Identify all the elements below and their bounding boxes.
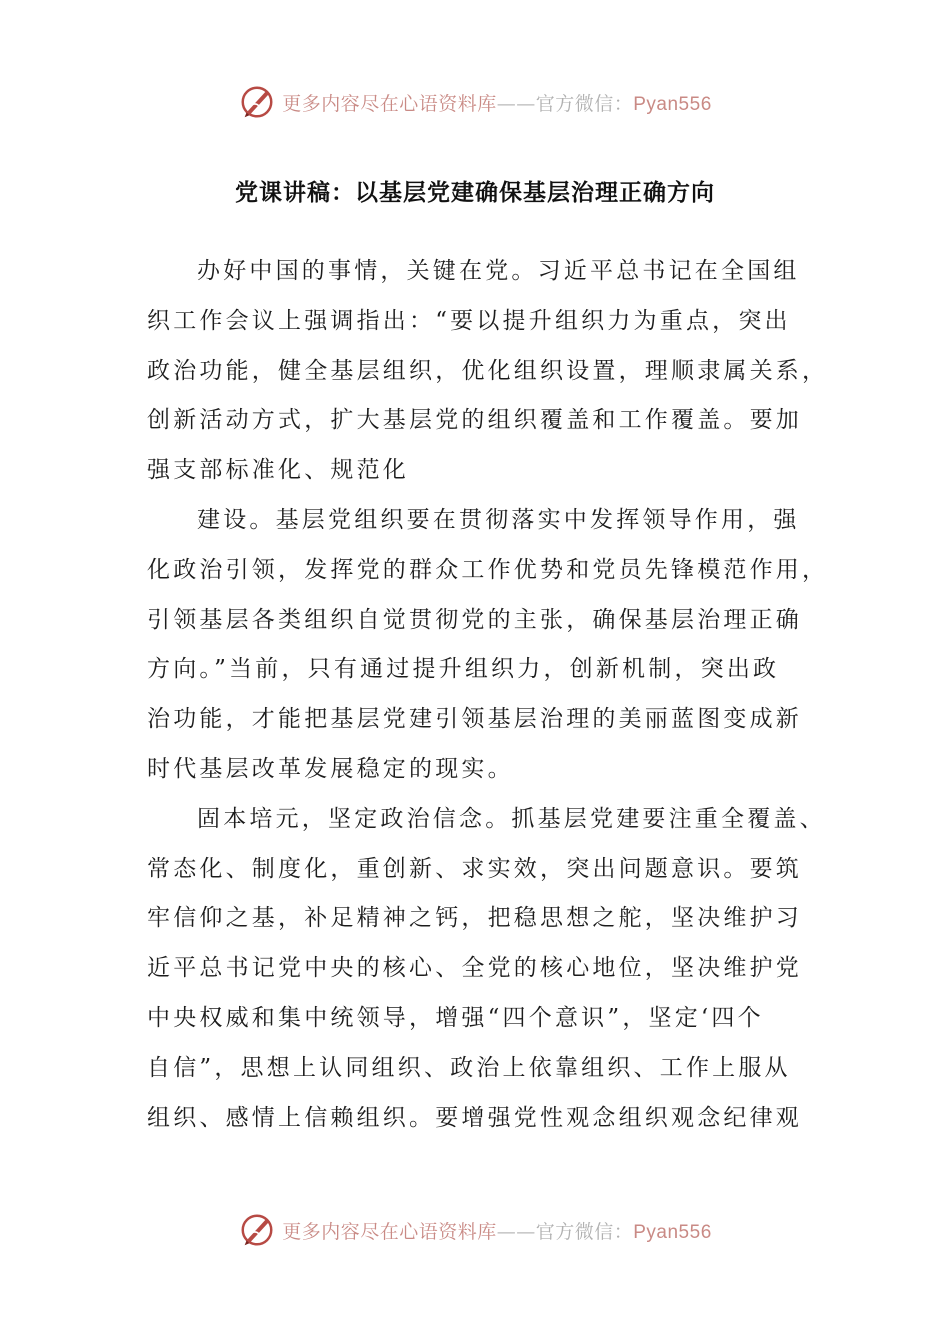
text-line: 建设。基层党组织要在贯彻落实中发挥领导作用，强 [197, 506, 800, 533]
watermark-main: 更多内容尽在心语资料库 [282, 1220, 497, 1243]
watermark-separator: — [496, 92, 517, 115]
pen-circle-logo-icon [238, 83, 276, 121]
watermark-wechat-label: 官方微信： [535, 92, 634, 115]
paragraph-2 [147, 496, 829, 795]
watermark-separator-2: — [516, 92, 536, 115]
text-line: 政治功能，健全基层组织，优化组织设置，理顺隶属关系， [147, 357, 829, 384]
text-line: 办好中国的事情，关键在党。习近平总书记在全国组 [197, 258, 800, 284]
text-line: 牢信仰之基，补足精神之钙，把稳思想之舵，坚决维护习 [147, 905, 802, 932]
watermark-wechat-id: Pyan556 [633, 93, 712, 115]
text-line: 方向。”当前，只有通过提升组织力，创新机制，突出政 [147, 656, 780, 683]
text-line: 时代基层改革发展稳定的现实。 [147, 755, 514, 782]
text-line: 近平总书记党中央的核心、全党的核心地位，坚决维护党 [147, 955, 802, 982]
watermark-separator: — [496, 1220, 517, 1243]
text-line: 治功能，才能把基层党建引领基层治理的美丽蓝图变成新 [147, 706, 802, 733]
watermark-separator-2: — [516, 1220, 536, 1243]
text-line: 创新活动方式，扩大基层党的组织覆盖和工作覆盖。要加 [147, 407, 802, 434]
watermark-wechat-label: 官方微信： [535, 1220, 634, 1243]
footer-watermark [0, 1210, 950, 1250]
text-line: 引领基层各类组织自觉贯彻党的主张，确保基层治理正确 [147, 606, 802, 633]
paragraph-1 [147, 247, 829, 496]
text-line: 自信”，思想上认同组织、政治上依靠组织、工作上服从 [147, 1054, 791, 1081]
header-watermark [0, 82, 950, 122]
watermark-text [282, 89, 712, 116]
paragraph-3 [147, 795, 826, 1144]
watermark-main: 更多内容尽在心语资料库 [282, 92, 497, 115]
watermark-wechat-id: Pyan556 [633, 1221, 712, 1243]
text-line: 常态化、制度化，重创新、求实效，突出问题意识。要筑 [147, 855, 802, 882]
text-line: 组织、感情上信赖组织。要增强党性观念组织观念纪律观 [147, 1104, 802, 1131]
pen-circle-logo-icon [238, 1211, 276, 1249]
document-title: 党课讲稿：以基层党建确保基层治理正确方向 [235, 180, 715, 206]
document-body [147, 247, 829, 1143]
text-line: 化政治引领，发挥党的群众工作优势和党员先锋模范作用， [147, 556, 829, 583]
watermark-text [282, 1217, 712, 1244]
text-line: 固本培元，坚定政治信念。抓基层党建要注重全覆盖、 [197, 805, 826, 832]
text-line: 强支部标准化、规范化 [147, 457, 409, 484]
text-line: 中央权威和集中统领导，增强“四个意识”，坚定‘四个 [147, 1004, 764, 1031]
text-line: 织工作会议上强调指出：“要以提升组织力为重点，突出 [147, 307, 791, 334]
